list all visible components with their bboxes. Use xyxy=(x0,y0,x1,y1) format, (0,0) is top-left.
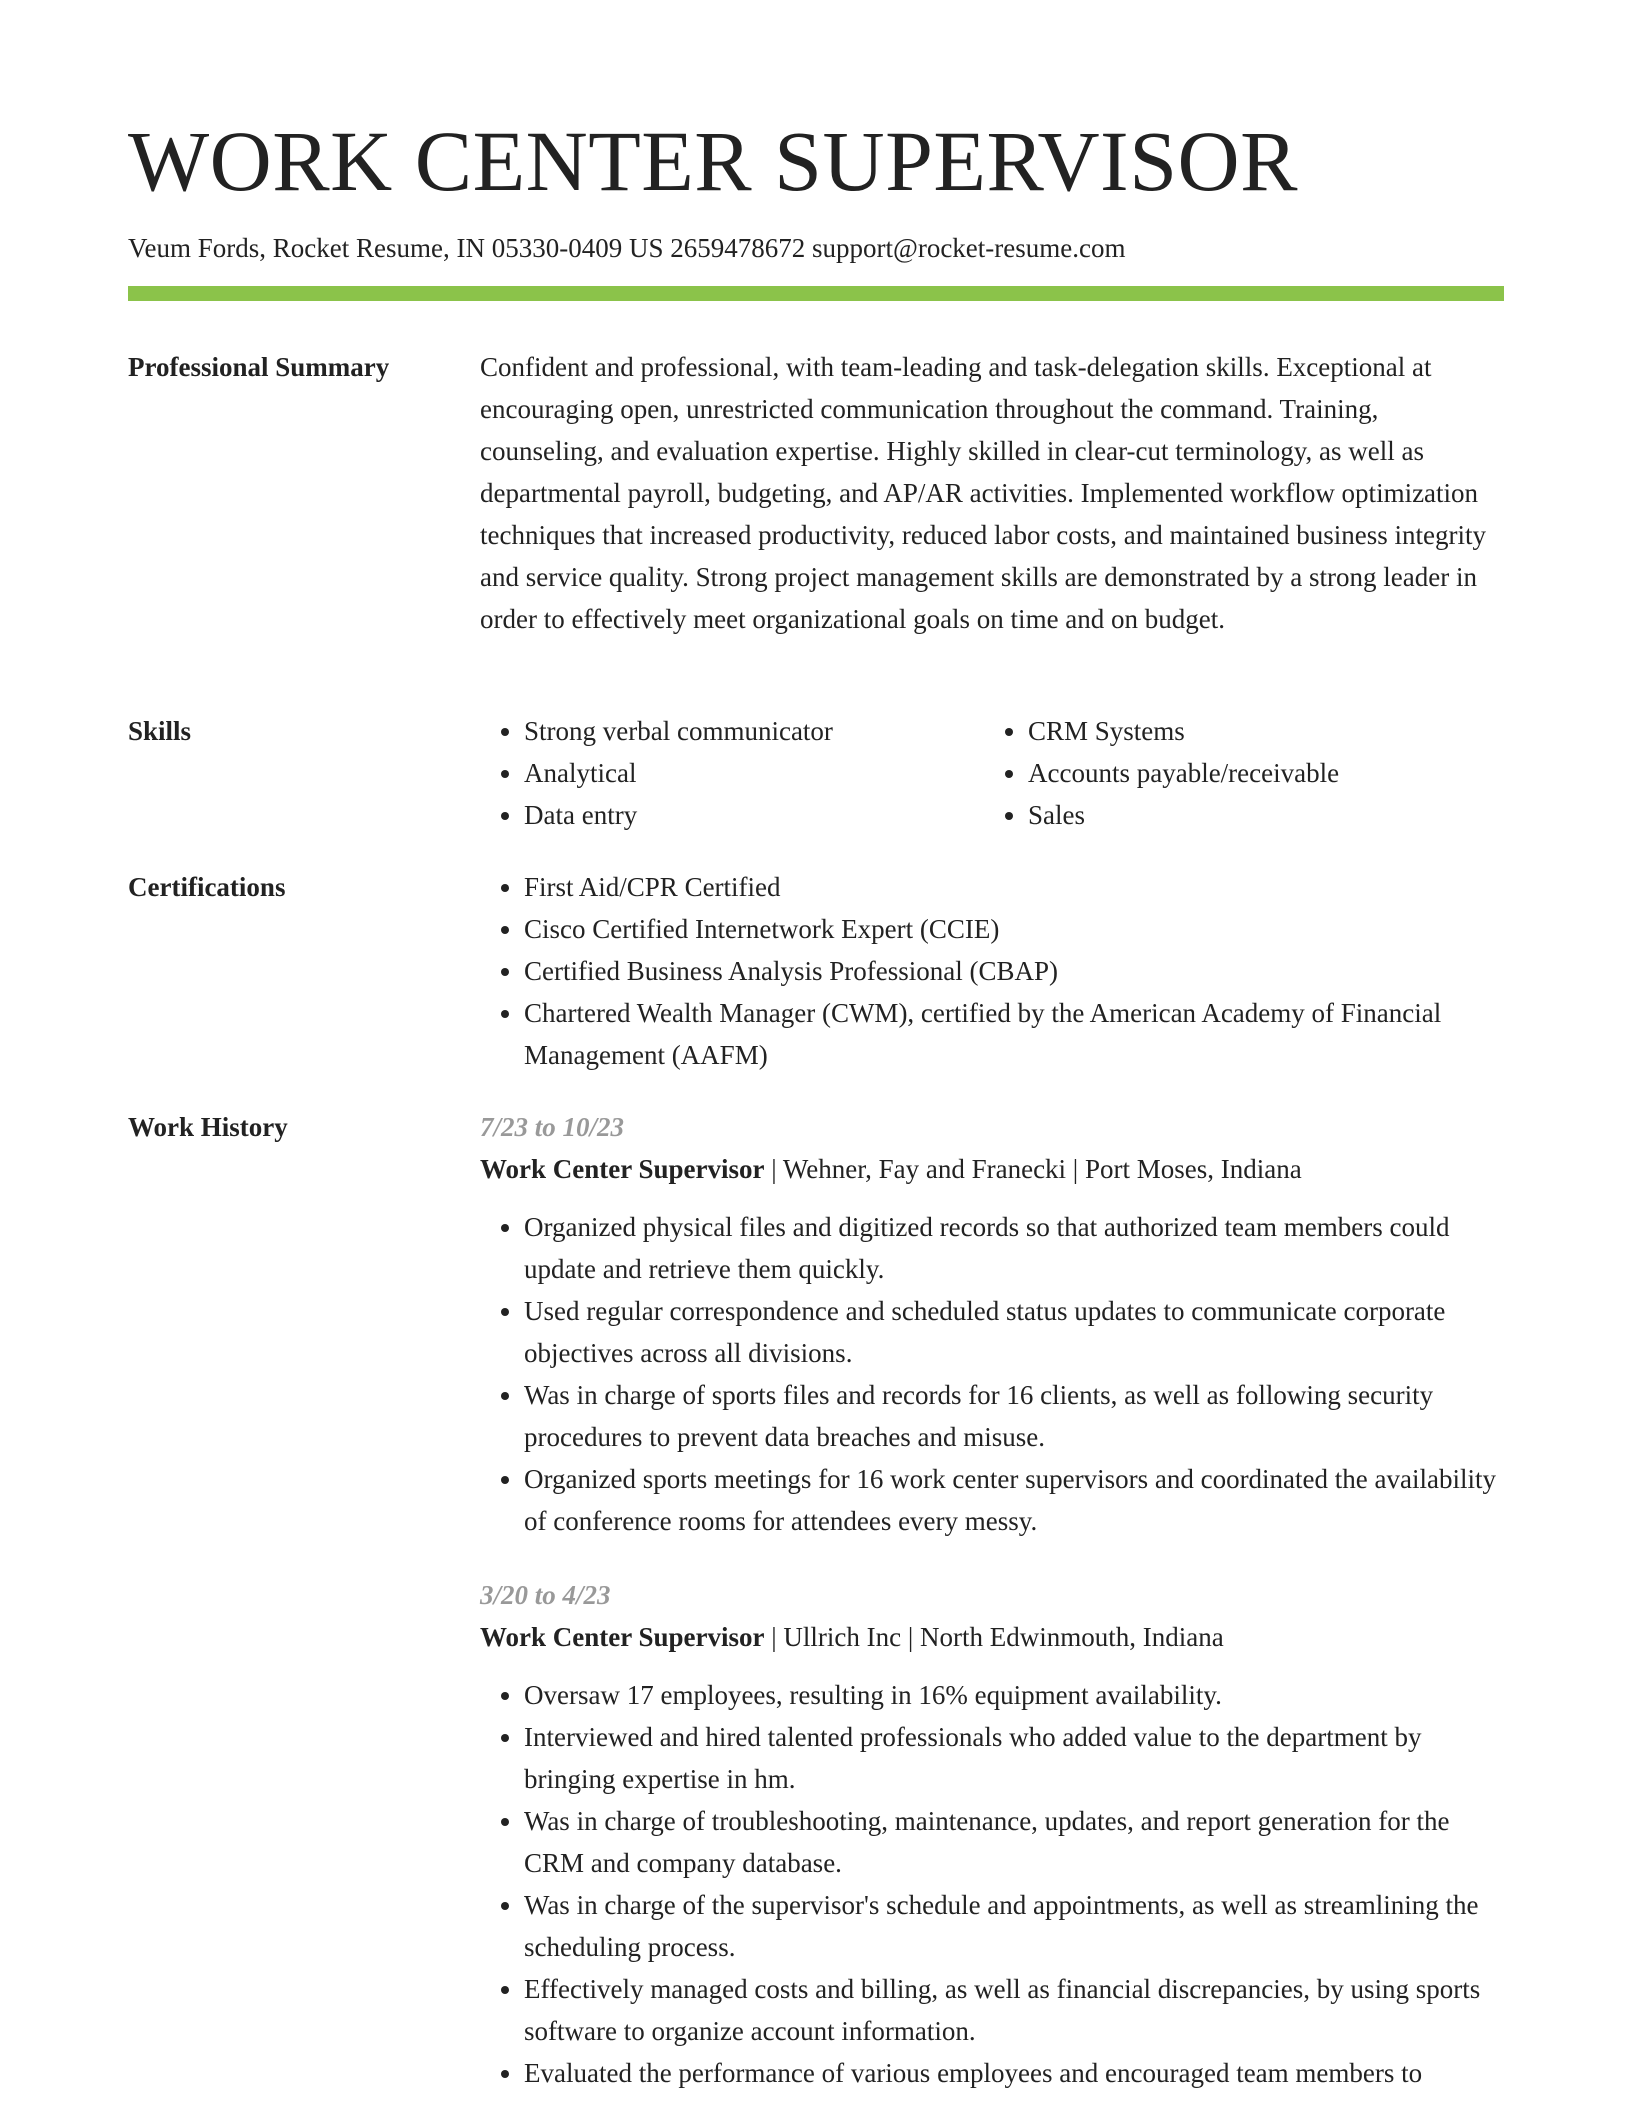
job-dates: 3/20 to 4/23 xyxy=(480,1580,611,1610)
resume-title: WORK CENTER SUPERVISOR xyxy=(128,113,1298,209)
job-heading xyxy=(480,1148,1504,1190)
skill-item: • Sales xyxy=(1028,794,1488,836)
job-bullet: • Evaluated the performance of various employees and encouraged team members to xyxy=(524,2052,1504,2094)
job-role: Work Center Supervisor xyxy=(480,1154,765,1184)
skill-item: • Analytical xyxy=(524,752,984,794)
skills-column-left xyxy=(480,710,984,836)
contact-line: Veum Fords, Rocket Resume, IN 05330-0409 US 2659478672 support@rocket-resume.com xyxy=(128,233,1126,263)
certification-item: • Certified Business Analysis Professional (CBAP) xyxy=(524,950,1504,992)
section-label-summary: Professional Summary xyxy=(128,352,390,382)
skill-item: • Strong verbal communicator xyxy=(524,710,984,752)
job-dates: 7/23 to 10/23 xyxy=(480,1112,625,1142)
job-bullet: • Effectively managed costs and billing, as well as financial discrepancies, by using sports software to organize account information. xyxy=(524,1968,1504,2052)
skill-item: • Data entry xyxy=(524,794,984,836)
job-bullet: • Interviewed and hired talented professionals who added value to the department by bringing expertise in hm. xyxy=(524,1716,1504,1800)
job-details: | Wehner, Fay and Franecki | Port Moses, Indiana xyxy=(764,1154,1302,1184)
section-label-skills: Skills xyxy=(128,716,192,746)
job-bullet: • Oversaw 17 employees, resulting in 16% equipment availability. xyxy=(524,1674,1504,1716)
skills-column-right xyxy=(984,710,1488,836)
job-bullet: • Was in charge of the supervisor's schedule and appointments, as well as streamlining the scheduling process. xyxy=(524,1884,1504,1968)
certification-item: • First Aid/CPR Certified xyxy=(524,866,1504,908)
job-bullets xyxy=(480,1674,1504,2094)
certifications-body xyxy=(480,866,1504,1076)
section-label-work-history: Work History xyxy=(128,1112,288,1142)
job-bullet: • Organized sports meetings for 16 work center supervisors and coordinated the availability of conference rooms for attendees every messy. xyxy=(524,1458,1504,1542)
job-bullet: • Was in charge of sports files and records for 16 clients, as well as following security procedures to prevent data breaches and misuse. xyxy=(524,1374,1504,1458)
skill-item: • CRM Systems xyxy=(1028,710,1488,752)
skills-grid xyxy=(480,710,1504,836)
section-label-certifications: Certifications xyxy=(128,872,286,902)
certification-item: • Cisco Certified Internetwork Expert (CCIE) xyxy=(524,908,1504,950)
job-bullet: • Organized physical files and digitized records so that authorized team members could update and retrieve them quickly. xyxy=(524,1206,1504,1290)
header-divider xyxy=(128,286,1504,301)
job-entry xyxy=(480,1574,1504,2094)
job-role: Work Center Supervisor xyxy=(480,1622,765,1652)
certification-item: • Chartered Wealth Manager (CWM), certified by the American Academy of Financial Management (AAFM) xyxy=(524,992,1504,1076)
job-bullets xyxy=(480,1206,1504,1542)
work-history-body xyxy=(480,1106,1504,2094)
summary-text: Confident and professional, with team-leading and task-delegation skills. Exceptional at encouraging open, unrestricted communication throughout the command. Training, counseling, and evaluation expertise. Highly skilled in clear-cut terminology, as well as departmental payroll, budgeting, and AP/AR activities. Implemented workflow optimization techniques that increased productivity, reduced labor costs, and maintained business integrity and service quality. Strong project management skills are demonstrated by a strong leader in order to effectively meet organizational goals on time and on budget. xyxy=(480,352,1486,634)
job-bullet: • Used regular correspondence and scheduled status updates to communicate corporate objectives across all divisions. xyxy=(524,1290,1504,1374)
job-bullet: • Was in charge of troubleshooting, maintenance, updates, and report generation for the CRM and company database. xyxy=(524,1800,1504,1884)
job-heading xyxy=(480,1616,1504,1658)
job-entry xyxy=(480,1106,1504,1542)
summary-body xyxy=(480,346,1504,640)
job-details: | Ullrich Inc | North Edwinmouth, Indiana xyxy=(764,1622,1224,1652)
skill-item: • Accounts payable/receivable xyxy=(1028,752,1488,794)
